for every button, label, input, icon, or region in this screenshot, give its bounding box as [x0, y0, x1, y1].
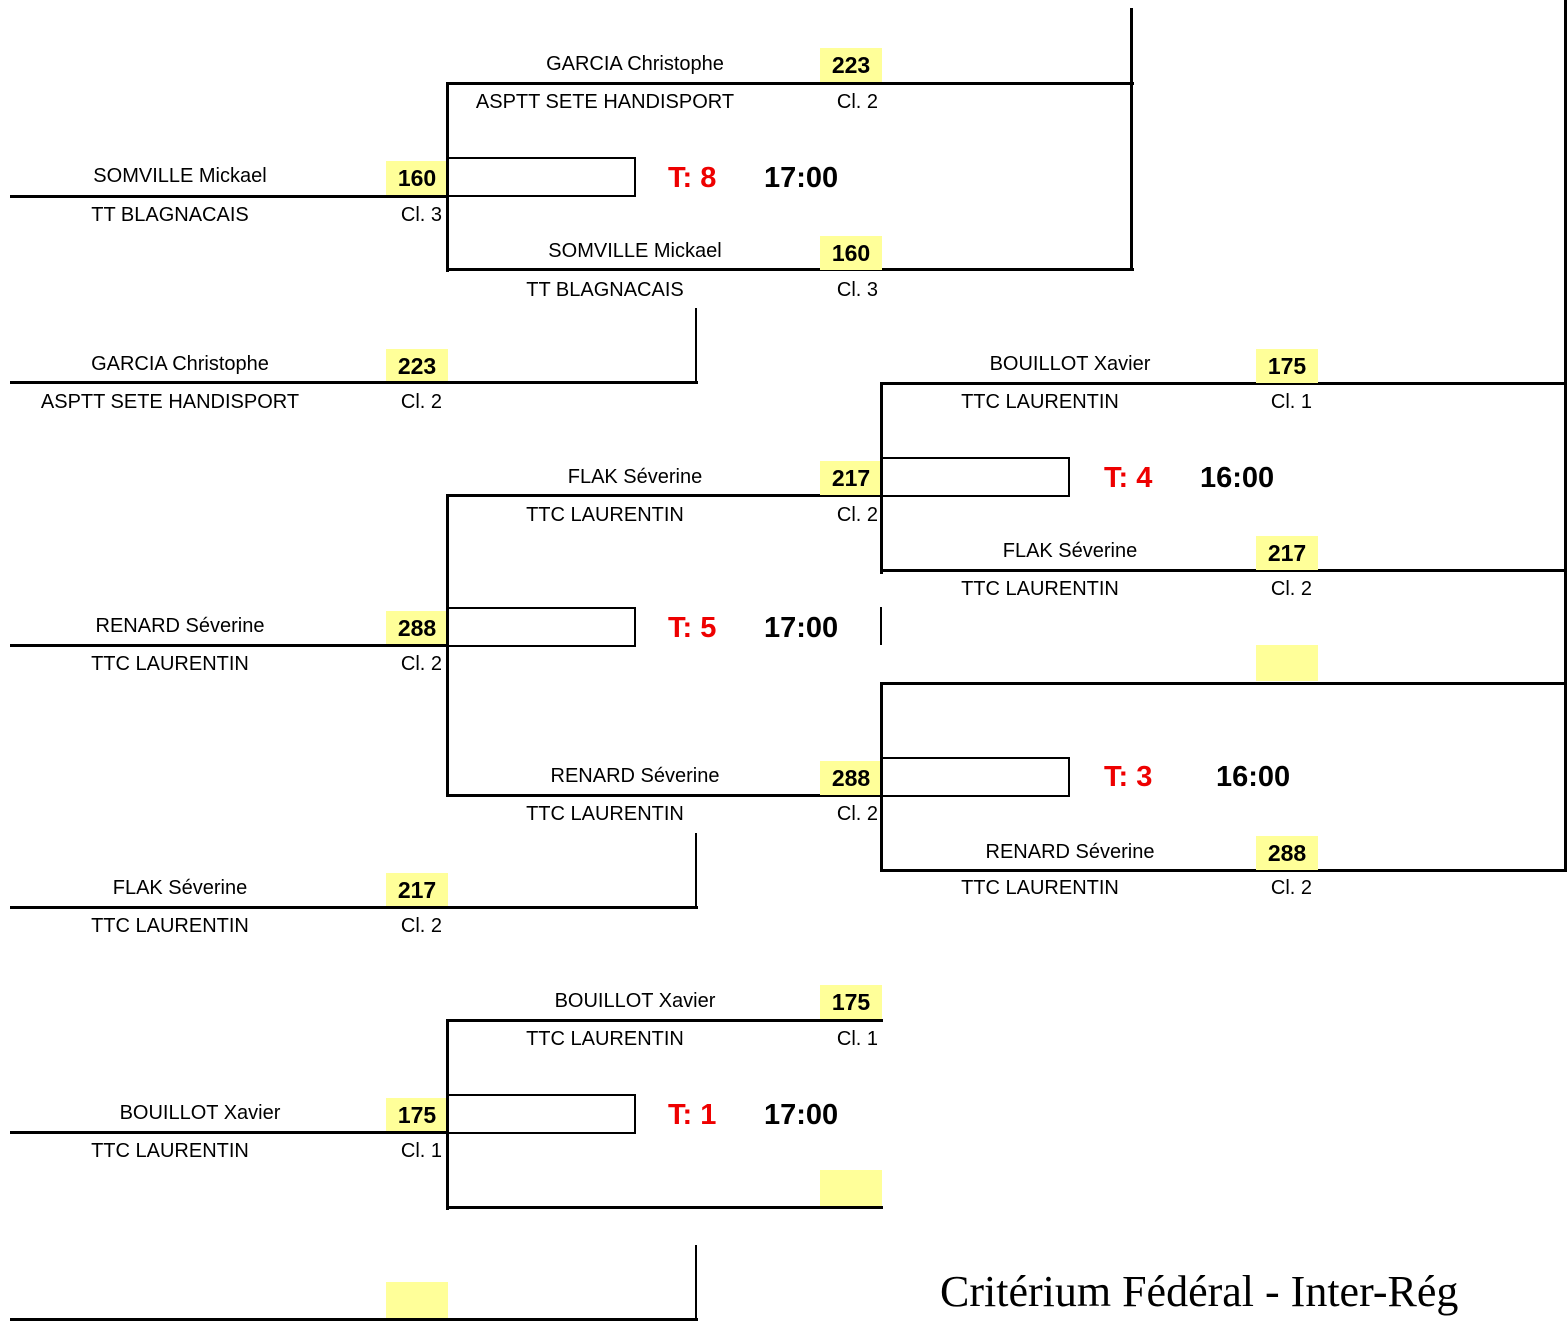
player-score: 217 [386, 873, 448, 907]
table-label: T: 5 [668, 612, 717, 644]
result-entry-box[interactable] [446, 157, 636, 197]
bracket-line [695, 1245, 697, 1321]
player-club: ASPTT SETE HANDISPORT [40, 391, 300, 413]
bracket-line [10, 381, 698, 384]
bracket-line [880, 869, 1567, 872]
result-entry-box[interactable] [880, 757, 1070, 797]
empty-score-slot [1256, 645, 1318, 681]
bracket-line [880, 382, 1567, 385]
player-score: 175 [386, 1098, 448, 1132]
player-score: 175 [1256, 349, 1318, 383]
player-class: Cl. 2 [400, 653, 442, 675]
match-time: 16:00 [1216, 761, 1291, 793]
player-class: Cl. 3 [836, 279, 878, 301]
player-club: TTC LAURENTIN [526, 1028, 684, 1050]
player-class: Cl. 2 [836, 91, 878, 113]
player-score: 160 [820, 236, 882, 270]
bracket-line [880, 682, 1567, 685]
player-class: Cl. 1 [836, 1028, 878, 1050]
player-club: TTC LAURENTIN [91, 1140, 249, 1162]
empty-score-slot [820, 1170, 882, 1206]
result-entry-box[interactable] [446, 607, 636, 647]
player-name: RENARD Séverine [95, 615, 265, 637]
player-name: RENARD Séverine [985, 841, 1155, 863]
player-name: FLAK Séverine [112, 877, 248, 899]
player-club: TTC LAURENTIN [961, 391, 1119, 413]
player-class: Cl. 1 [400, 1140, 442, 1162]
player-club: TTC LAURENTIN [526, 504, 684, 526]
player-club: ASPTT SETE HANDISPORT [475, 91, 735, 113]
player-club: TTC LAURENTIN [526, 803, 684, 825]
player-score: 217 [820, 461, 882, 495]
match-time: 17:00 [764, 1099, 839, 1131]
player-class: Cl. 2 [1270, 578, 1312, 600]
player-score: 288 [386, 611, 448, 645]
player-name: RENARD Séverine [550, 765, 720, 787]
bracket-line [446, 82, 1134, 85]
bracket-line [695, 833, 697, 909]
bracket-line [10, 1131, 448, 1134]
player-class: Cl. 2 [836, 504, 878, 526]
player-name: GARCIA Christophe [546, 53, 724, 75]
player-name: FLAK Séverine [1002, 540, 1138, 562]
player-club: TTC LAURENTIN [961, 578, 1119, 600]
table-label: T: 1 [668, 1099, 717, 1131]
player-club: TTC LAURENTIN [961, 877, 1119, 899]
bracket-line [10, 1318, 698, 1321]
bracket-line [880, 607, 882, 645]
player-class: Cl. 1 [1270, 391, 1312, 413]
player-name: FLAK Séverine [567, 466, 703, 488]
result-entry-box[interactable] [880, 457, 1070, 497]
player-name: GARCIA Christophe [91, 353, 269, 375]
player-class: Cl. 2 [400, 391, 442, 413]
empty-score-slot [386, 1282, 448, 1318]
table-label: T: 4 [1104, 462, 1153, 494]
player-class: Cl. 3 [400, 204, 442, 226]
table-label: T: 3 [1104, 761, 1153, 793]
player-score: 223 [820, 48, 882, 82]
player-class: Cl. 2 [400, 915, 442, 937]
player-name: SOMVILLE Mickael [93, 165, 267, 187]
player-score: 288 [1256, 836, 1318, 870]
match-time: 16:00 [1200, 462, 1275, 494]
player-class: Cl. 2 [836, 803, 878, 825]
bracket-line [695, 308, 697, 384]
bracket-line [446, 268, 1134, 271]
player-score: 217 [1256, 536, 1318, 570]
bracket-line [10, 644, 448, 647]
player-name: BOUILLOT Xavier [989, 353, 1151, 375]
bracket-line [446, 494, 883, 497]
bracket-line [10, 195, 448, 198]
bracket-line [446, 1019, 883, 1022]
player-club: TTC LAURENTIN [91, 915, 249, 937]
player-club: TTC LAURENTIN [91, 653, 249, 675]
footer-title: Critérium Fédéral - Inter-Rég [940, 1267, 1459, 1316]
player-name: BOUILLOT Xavier [554, 990, 716, 1012]
player-score: 223 [386, 349, 448, 383]
player-score: 288 [820, 761, 882, 795]
result-entry-box[interactable] [446, 1094, 636, 1134]
player-club: TT BLAGNACAIS [91, 204, 249, 226]
match-time: 17:00 [764, 612, 839, 644]
bracket-line [446, 1206, 883, 1209]
match-time: 17:00 [764, 162, 839, 194]
player-score: 160 [386, 161, 448, 195]
player-name: BOUILLOT Xavier [119, 1102, 281, 1124]
player-class: Cl. 2 [1270, 877, 1312, 899]
table-label: T: 8 [668, 162, 717, 194]
bracket-line [1130, 8, 1133, 271]
player-score: 175 [820, 985, 882, 1019]
bracket-line [10, 906, 698, 909]
player-club: TT BLAGNACAIS [526, 279, 684, 301]
bracket-line [446, 794, 883, 797]
bracket-line [880, 569, 1567, 572]
player-name: SOMVILLE Mickael [548, 240, 722, 262]
